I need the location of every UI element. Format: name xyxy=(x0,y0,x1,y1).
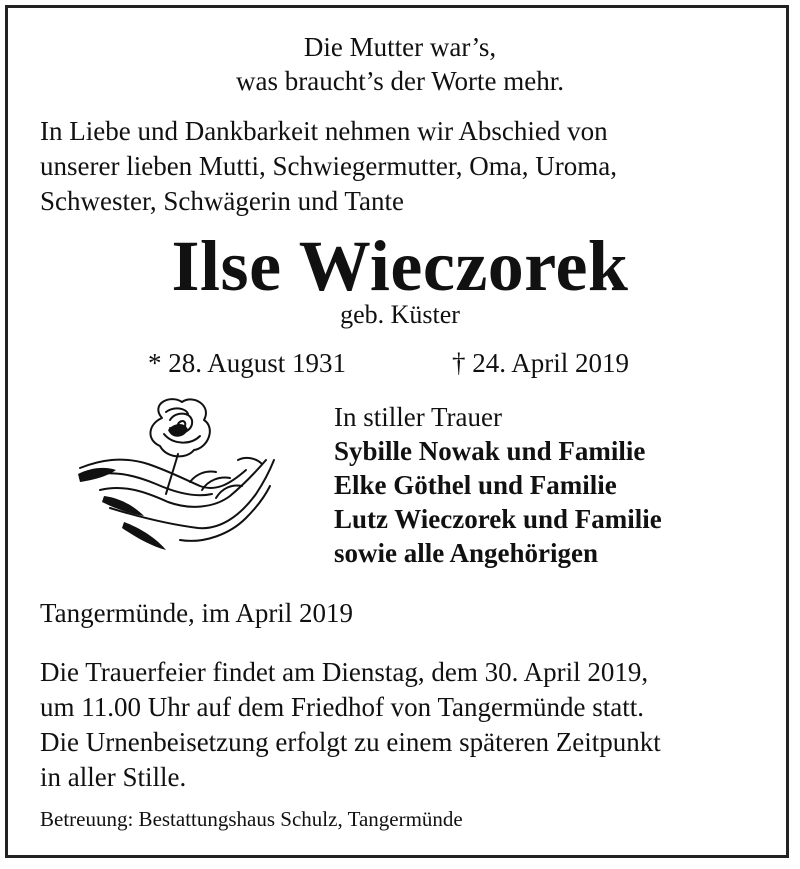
mourner-name: sowie alle Angehörigen xyxy=(334,538,598,568)
rose-in-hands-icon xyxy=(70,390,280,560)
birth-name: geb. Küster xyxy=(340,300,460,329)
birth-date: * 28. August 1931 xyxy=(148,348,347,378)
mourner-name: Sybille Nowak und Familie xyxy=(334,436,646,466)
funeral-home-credit: Betreuung: Bestattungshaus Schulz, Tangermünde xyxy=(40,807,463,831)
verse-line-2: was braucht’s der Worte mehr. xyxy=(236,66,564,96)
deceased-name: Ilse Wieczorek xyxy=(171,226,629,306)
mourner-name: Lutz Wieczorek und Familie xyxy=(334,504,662,534)
death-date: † 24. April 2019 xyxy=(452,348,630,378)
place-date: Tangermünde, im April 2019 xyxy=(40,598,354,628)
intro-line-3: Schwester, Schwägerin und Tante xyxy=(40,186,404,216)
mourners-block xyxy=(334,400,662,570)
service-line-2: um 11.00 Uhr auf dem Friedhof von Tangermünde statt. xyxy=(40,692,644,722)
intro-line-2: unserer lieben Mutti, Schwiegermutter, Oma, Uroma, xyxy=(40,151,618,181)
mourner-name: Elke Göthel und Familie xyxy=(334,470,617,500)
service-line-3: Die Urnenbeisetzung erfolgt zu einem späteren Zeitpunkt xyxy=(40,727,661,757)
service-line-1: Die Trauerfeier findet am Dienstag, dem 30. April 2019, xyxy=(40,657,649,687)
verse-line-1: Die Mutter war’s, xyxy=(303,32,497,62)
mourners-heading: In stiller Trauer xyxy=(334,402,502,432)
service-line-4: in aller Stille. xyxy=(40,762,187,792)
intro-line-1: In Liebe und Dankbarkeit nehmen wir Abschied von xyxy=(40,116,608,146)
